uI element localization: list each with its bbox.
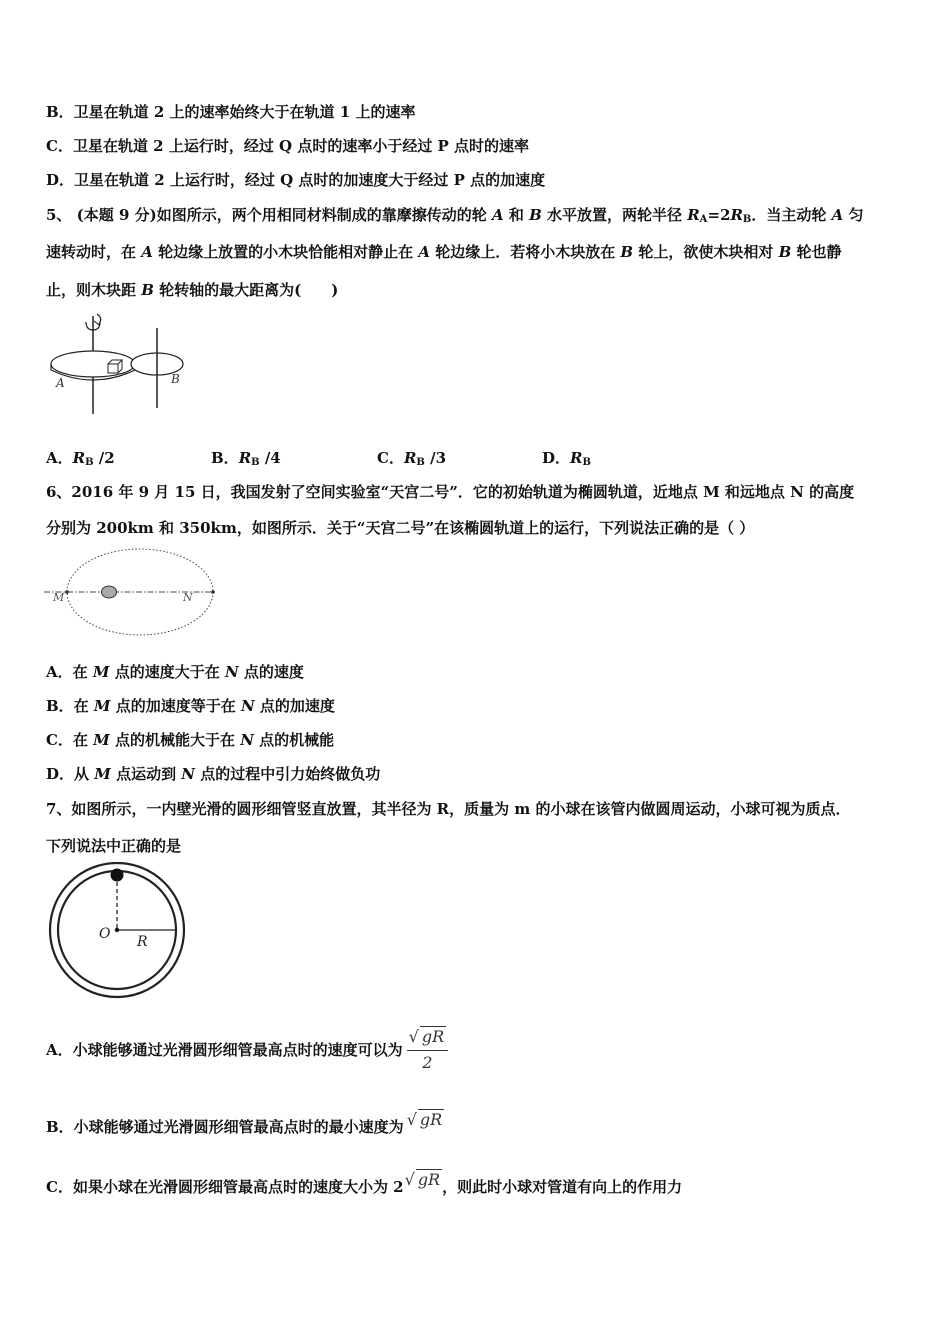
q5-option-b: B．$R_B$ /4 [211, 449, 281, 468]
q4-option-d: D．卫星在轨道 2 上运行时，经过 Q 点时的加速度大于经过 P 点的加速度 [46, 171, 546, 189]
q6-fig-label-m: M [53, 591, 65, 604]
q5-option-d: D．$R_B$ [542, 449, 591, 468]
q5-fig-label-b: B [171, 372, 180, 386]
q7-option-c-formula: √ gR [404, 1170, 441, 1189]
q6-option-a: A．在 M 点的速度大于在 N 点的速度 [46, 663, 304, 681]
q4-option-c: C．卫星在轨道 2 上运行时，经过 Q 点时的速率小于经过 P 点时的速率 [46, 137, 530, 155]
q5-stem-line2: 速转动时，在 A 轮边缘上放置的小木块恰能相对静止在 A 轮边缘上．若将小木块放在 B 轮上，欲使木块相对 B 轮也静 [46, 243, 842, 261]
q5-option-c: C．$R_B$ /3 [377, 449, 447, 468]
q6-option-d: D．从 M 点运动到 N 点的过程中引力始终做负功 [46, 765, 381, 783]
q6-orbit-figure [44, 546, 216, 638]
q5-stem-line1: 5、 (本题 9 分)如图所示，两个用相同材料制成的靠摩擦传动的轮 A 和 B 水平放置，两轮半径 $R_A=2R_B$．当主动轮 A 匀 [46, 206, 864, 225]
q6-fig-label-n: N [183, 591, 193, 604]
q7-option-c: C．如果小球在光滑圆形细管最高点时的速度大小为 2√ gR ，则此时小球对管道有向上的作用力 [46, 1170, 683, 1196]
q4-option-b: B．卫星在轨道 2 上的速率始终大于在轨道 1 上的速率 [46, 103, 416, 121]
q5-fig-label-a: A [56, 376, 65, 390]
q7-option-a: A．小球能够通过光滑圆形细管最高点时的速度可以为 $\frac{√ gR}{2}$ [46, 1026, 448, 1073]
q7-fig-label-o: O [99, 926, 111, 942]
q7-stem-line2: 下列说法中正确的是 [46, 837, 182, 855]
q5-stem-line3: 止，则木块距 B 轮转轴的最大距离为( ) [46, 281, 339, 299]
q7-option-a-formula: $\frac{√ gR}{2}$ [407, 1026, 449, 1073]
q7-option-b-formula: √ gR [406, 1110, 443, 1129]
q5-wheels-figure [50, 308, 190, 418]
q7-option-b: B．小球能够通过光滑圆形细管最高点时的最小速度为 √ gR [46, 1110, 443, 1136]
q7-stem-line1: 7、如图所示，一内壁光滑的圆形细管竖直放置，其半径为 R，质量为 m 的小球在该管内做圆周运动，小球可视为质点． [46, 800, 851, 818]
q6-stem-line1: 6、2016 年 9 月 15 日，我国发射了空间实验室“天宫二号”．它的初始轨道为椭圆轨道，近地点 M 和远地点 N 的高度 [46, 483, 855, 501]
q5-option-a: A．$R_B$ /2 [46, 449, 115, 468]
q6-stem-line2: 分别为 200km 和 350km，如图所示．关于“天宫二号”在该椭圆轨道上的运行，下列说法正确的是（ ） [46, 519, 755, 537]
q7-tube-figure [44, 862, 190, 1008]
q6-option-c: C．在 M 点的机械能大于在 N 点的机械能 [46, 731, 335, 749]
q7-fig-label-r: R [137, 934, 148, 950]
q6-option-b: B．在 M 点的加速度等于在 N 点的加速度 [46, 697, 335, 715]
